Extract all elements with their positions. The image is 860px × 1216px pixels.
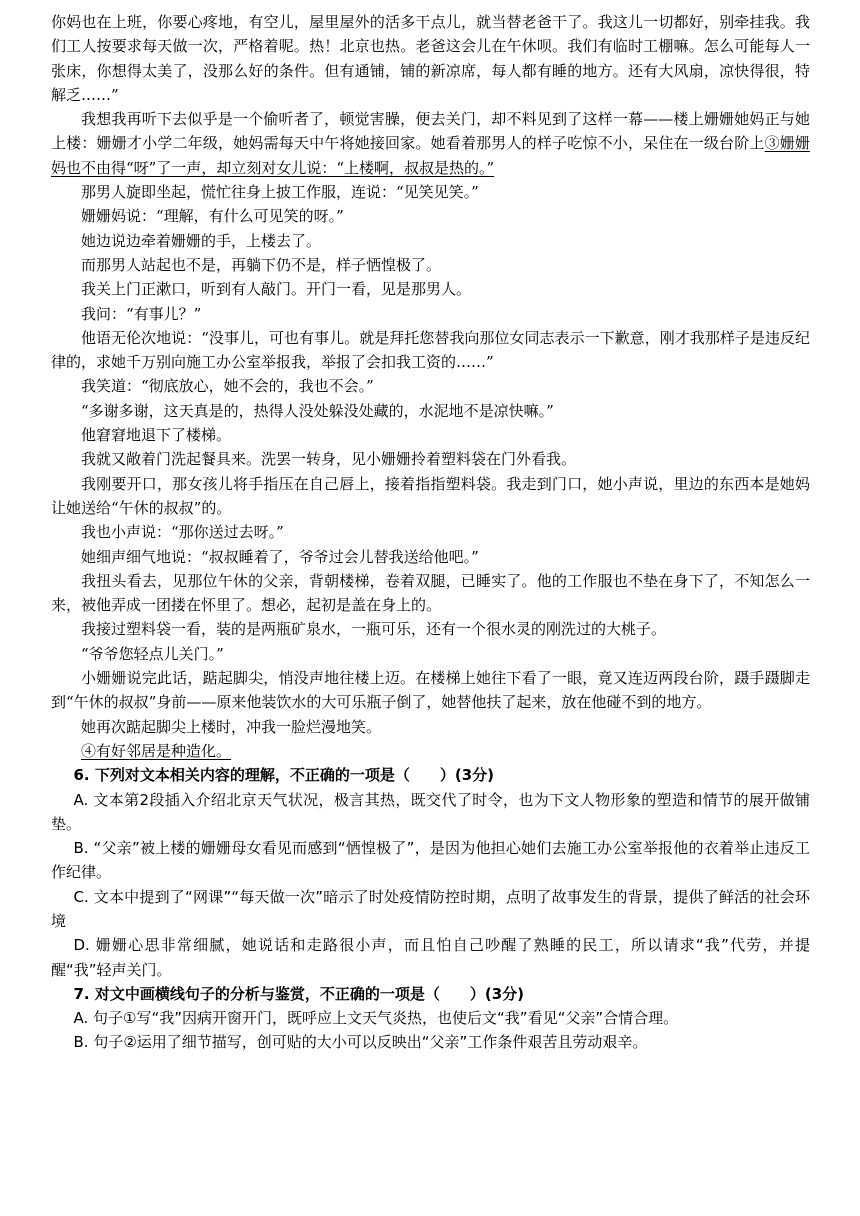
passage-paragraph-5: 她边说边牵着姗姗的手，上楼去了。 xyxy=(81,231,322,250)
passage-paragraph-16: 她细声细气地说：“叔叔睡着了，爷爷过会儿替我送给他吧。” xyxy=(81,547,479,566)
question-6-option-d: D. 姗姗心思非常细腻，她说话和走路很小声，而且怕自己吵醒了熟睡的民工，所以请求“我”代劳，并提醒“我”轻声关门。 xyxy=(51,936,810,979)
passage-paragraph-14: 我刚要开口，那女孩儿将手指压在自己唇上，接着指指塑料袋。我走到门口，她小声说，里边的东西本是她妈让她送给“午休的叔叔”的。 xyxy=(51,474,810,517)
passage-paragraph-19: “爷爷您轻点儿关门。” xyxy=(81,644,224,663)
question-7-option-a: A. 句子①写“我”因病开窗开门，既呼应上文天气炎热，也使后文“我”看见“父亲”合情合理。 xyxy=(73,1009,679,1028)
question-7-stem: 7. 对文中画横线句子的分析与鉴赏，不正确的一项是（ ）(3分) xyxy=(73,984,525,1003)
passage-paragraph-21: 她再次踮起脚尖上楼时，冲我一脸烂漫地笑。 xyxy=(81,717,382,736)
passage-paragraph-8: 我问：“有事儿？” xyxy=(81,304,202,323)
passage-paragraph-4: 姗姗妈说：“理解，有什么可见笑的呀。” xyxy=(81,207,344,226)
passage-paragraph-2-text: 我想我再听下去似乎是一个偷听者了，顿觉害臊，便去关门，却不料见到了这样一幕——楼上姗姗她妈正与她上楼：姗姗才小学二年级，她妈需每天中午将她接回家。她看着那男人的样子吃惊不小，呆住在一级台阶上 xyxy=(51,110,810,153)
question-7-option-b: B. 句子②运用了细节描写，创可贴的大小可以反映出“父亲”工作条件艰苦且劳动艰辛。 xyxy=(73,1033,648,1052)
passage-paragraph-2 xyxy=(51,107,810,180)
underlined-sentence-4: ④有好邻居是种造化。 xyxy=(81,741,232,760)
passage-paragraph-12: 他窘窘地退下了楼梯。 xyxy=(81,426,232,445)
passage-paragraph-22 xyxy=(51,739,810,763)
underlined-sentence-3: ③姗姗妈也不由得“呀”了一声，却立刻对女儿说：“上楼啊，叔叔是热的。” xyxy=(51,134,810,177)
passage-paragraph-3: 那男人旋即坐起，慌忙往身上披工作服，连说：“见笑见笑。” xyxy=(81,183,479,202)
passage-paragraph-9: 他语无伦次地说：“没事儿，可也有事儿。就是拜托您替我向那位女同志表示一下歉意，刚才我那样子是违反纪律的，求她千万别向施工办公室举报我，举报了会扣我工资的……” xyxy=(51,328,810,372)
passage-paragraph-17: 我扭头看去，见那位午休的父亲，背朝楼梯，卷着双腿，已睡实了。他的工作服也不垫在身下了，不知怎么一来，被他弄成一团搂在怀里了。想必，起初是盖在身上的。 xyxy=(51,571,810,615)
passage-paragraph-10: 我笑道：“彻底放心，她不会的，我也不会。” xyxy=(81,377,374,396)
passage-paragraph-20: 小姗姗说完此话，踮起脚尖，悄没声地往楼上迈。在楼梯上她往下看了一眼，竟又连迈两段台阶，蹑手蹑脚走到“午休的叔叔”身前——原来他装饮水的大可乐瓶子倒了，她替他扶了起来，放在他碰不到的地方。 xyxy=(51,669,810,712)
passage-paragraph-6: 而那男人站起也不是，再躺下仍不是，样子恓惶极了。 xyxy=(81,255,442,274)
passage-paragraph-18: 我接过塑料袋一看，装的是两瓶矿泉水，一瓶可乐，还有一个很水灵的刚洗过的大桃子。 xyxy=(81,620,667,639)
passage-paragraph-13: 我就又敞着门洗起餐具来。洗罢一转身，见小姗姗拎着塑料袋在门外看我。 xyxy=(81,450,577,469)
passage-paragraph-15: 我也小声说：“那你送过去呀。” xyxy=(81,523,284,542)
passage-paragraph-11: “多谢多谢，这天真是的，热得人没处躲没处藏的，水泥地不是凉快嘛。” xyxy=(81,401,554,420)
question-6-option-b: B. “父亲”被上楼的姗姗母女看见而感到“恓惶极了”，是因为他担心她们去施工办公室举报他的衣着举止违反工作纪律。 xyxy=(51,839,810,882)
question-6-option-a: A. 文本第2段插入介绍北京天气状况，极言其热，既交代了时令，也为下文人物形象的塑造和情节的展开做铺垫。 xyxy=(51,790,810,833)
passage-paragraph-1: 你妈也在上班，你要心疼地，有空儿，屋里屋外的活多干点儿，就当替老爸干了。我这儿一切都好，别牵挂我。我们工人按要求每天做一次，严格着呢。热！北京也热。老爸这会儿在午休呗。我们有临时工棚嘛。怎么可能每人一张床，你想得太美了，没那么好的条件。但有通铺，铺的新凉席，每人都有睡的地方。还有大风扇，凉快得很，特解乏……” xyxy=(51,13,810,104)
passage-paragraph-7: 我关上门正漱口，听到有人敲门。开门一看，见是那男人。 xyxy=(81,280,472,299)
question-6-stem: 6. 下列对文本相关内容的理解，不正确的一项是（ ）(3分) xyxy=(73,766,495,785)
question-6-option-c: C. 文本中提到了“网课”“每天做一次”暗示了时处疫情防控时期，点明了故事发生的背景，提供了鲜活的社会环境 xyxy=(51,887,810,930)
